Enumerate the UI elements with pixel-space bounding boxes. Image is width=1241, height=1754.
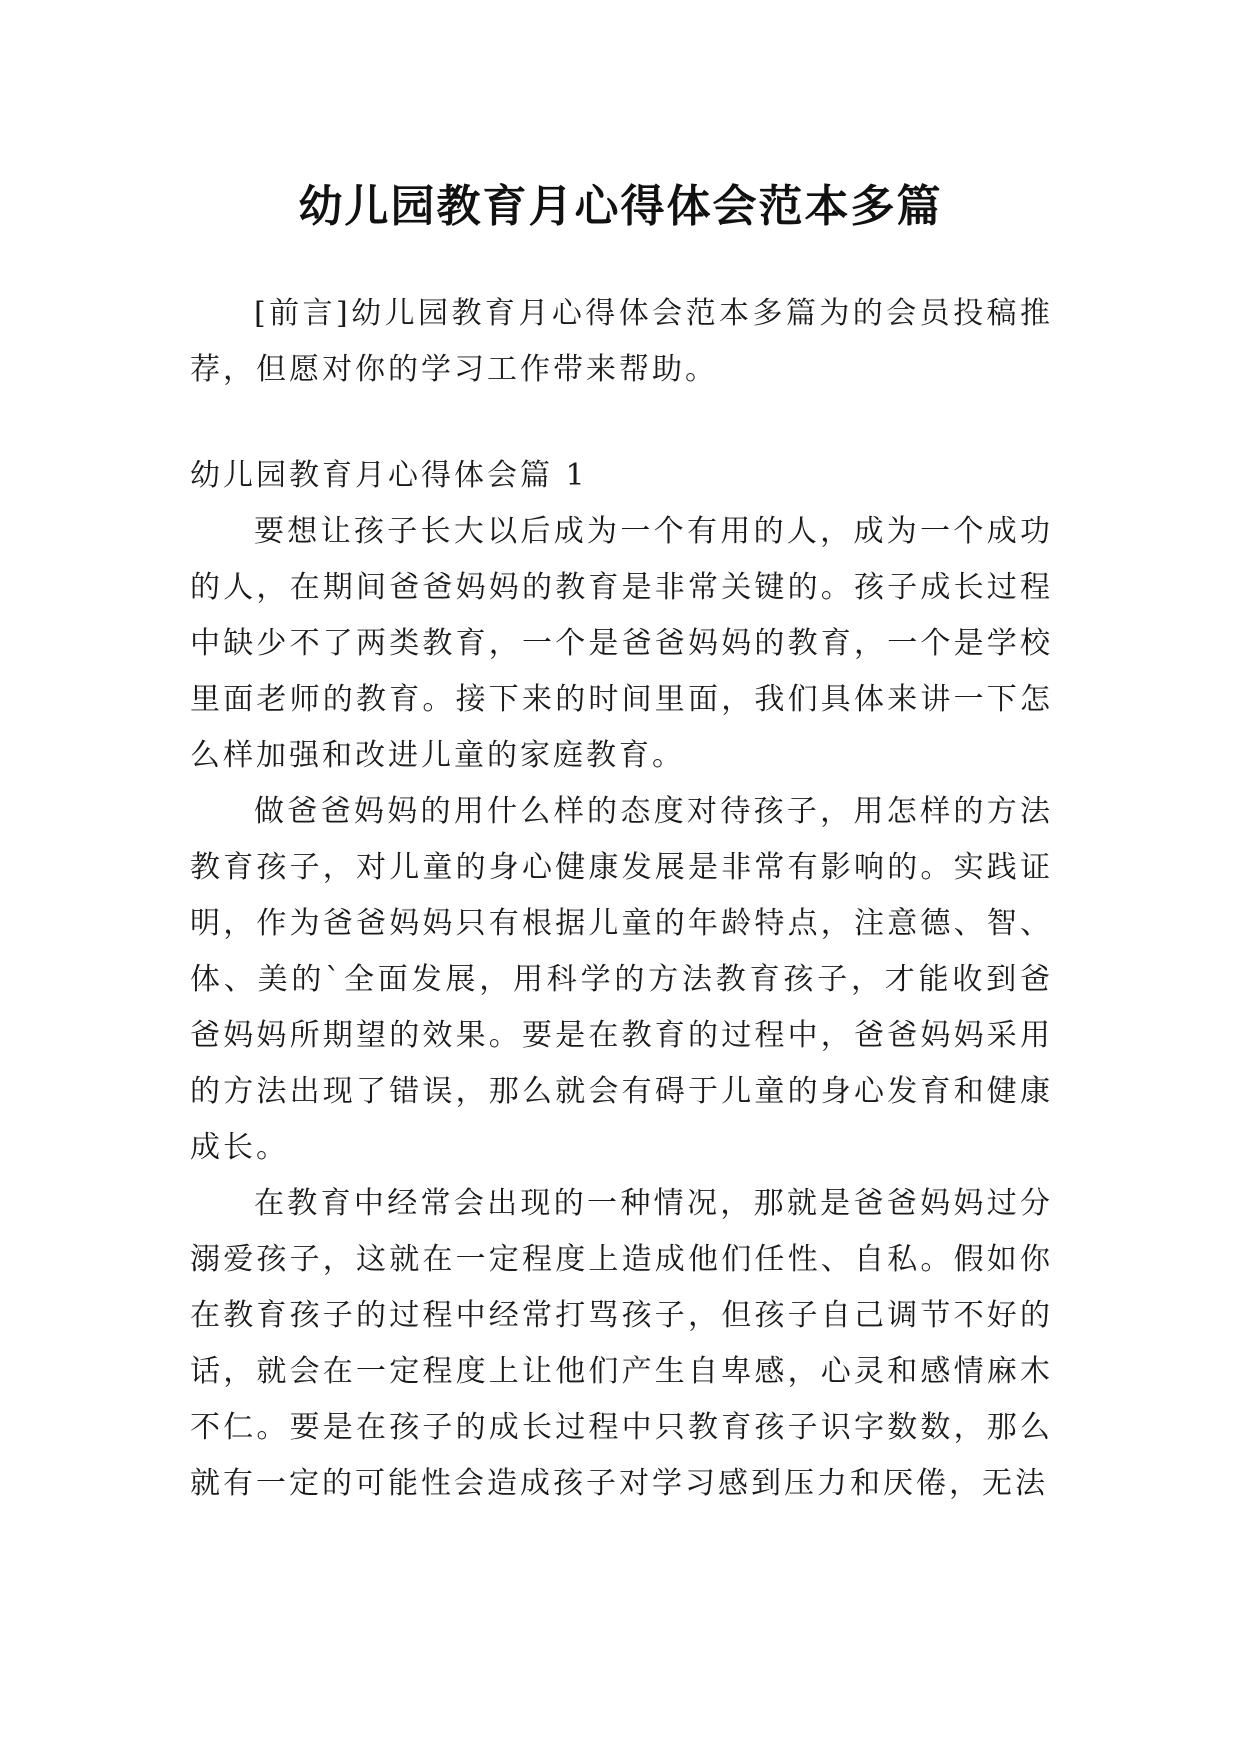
body-paragraph: 在教育中经常会出现的一种情况，那就是爸爸妈妈过分溺爱孩子，这就在一定程度上造成他们任性、自私。假如你在教育孩子的过程中经常打骂孩子，但孩子自己调节不好的话，就会在一定程度上让他们产生自卑感，心灵和感情麻木不仁。要是在孩子的成长过程中只教育孩子识字数数，那么就有一定的可能性会造成孩子对学习感到压力和厌倦，无法 <box>190 1186 1053 1501</box>
page-title: 幼儿园教育月心得体会范本多篇 <box>298 181 943 233</box>
section-heading: 幼儿园教育月心得体会篇 1 <box>190 458 588 493</box>
preface-paragraph: [前言]幼儿园教育月心得体会范本多篇为的会员投稿推荐，但愿对你的学习工作带来帮助。 <box>190 296 1053 387</box>
body-paragraph: 要想让孩子长大以后成为一个有用的人，成为一个成功的人，在期间爸爸妈妈的教育是非常关键的。孩子成长过程中缺少不了两类教育，一个是爸爸妈妈的教育，一个是学校里面老师的教育。接下来的时间里面，我们具体来讲一下怎么样加强和改进儿童的家庭教育。 <box>190 514 1053 773</box>
body-paragraph: 做爸爸妈妈的用什么样的态度对待孩子，用怎样的方法教育孩子，对儿童的身心健康发展是非常有影响的。实践证明，作为爸爸妈妈只有根据儿童的年龄特点，注意德、智、体、美的`全面发展，用科学的方法教育孩子，才能收到爸爸妈妈所期望的效果。要是在教育的过程中，爸爸妈妈采用的方法出现了错误，那么就会有碍于儿童的身心发育和健康成长。 <box>190 794 1053 1165</box>
document-body <box>190 286 1053 1512</box>
